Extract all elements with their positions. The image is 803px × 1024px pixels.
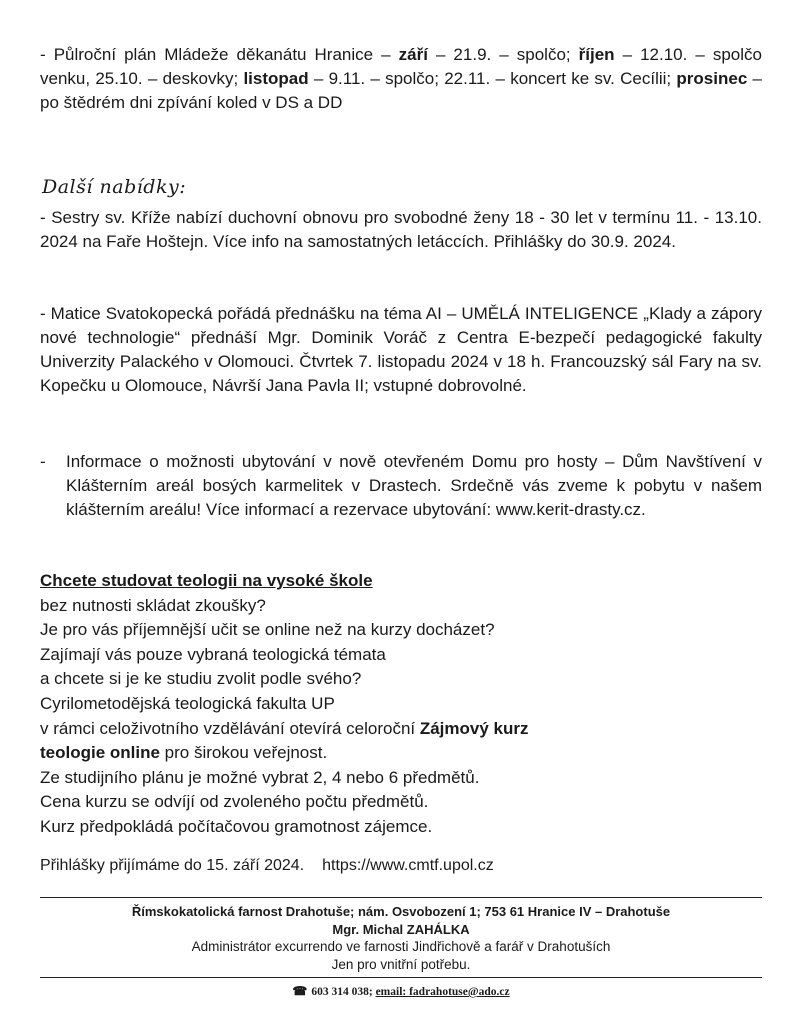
priest-name: Mgr. Michal ZAHÁLKA (332, 921, 470, 937)
telephone-icon: ☎ (292, 984, 308, 998)
month-september: září (398, 45, 428, 64)
study-line: Je pro vás příjemnější učit se online než na kurzy docházet? (40, 620, 495, 640)
study-line: Kurz předpokládá počítačovou gramotnost zájemce. (40, 816, 433, 836)
internal-use-note: Jen pro vnitřní potřebu. (331, 956, 471, 972)
parish-footer (40, 903, 762, 973)
study-line: Cyrilometodějská teologická fakulta UP (40, 693, 335, 713)
study-line: bez nutnosti skládat zkoušky? (40, 595, 266, 615)
ai-lecture-paragraph: - Matice Svatokopecká pořádá přednášku na téma AI – UMĚLÁ INTELIGENCE „Klady a zápory nové technologie“ přednáší Mgr. Dominik Voráč z Centra E-bezpečí pedagogické fakulty Univerzity Palackého v Olomouci. Čtvrtek 7. listopadu 2024 v 18 h. Francouzský sál Fary na sv. Kopečku u Olomouce, Návrší Jana Pavla II; vstupné dobrovolné. (40, 304, 762, 395)
month-october: říjen (578, 45, 615, 64)
month-december: prosinec (676, 69, 748, 88)
study-line: Ze studijního plánu je možné vybrat 2, 4 nebo 6 předmětů. (40, 767, 480, 787)
youth-plan-december-text: – po štědrém dni zpívání koled v DS a DD (40, 69, 762, 112)
application-text: Přihlášky přijímáme do 15. září 2024. (40, 857, 305, 874)
theology-course-section (40, 569, 760, 840)
month-november: listopad (243, 69, 309, 88)
study-line-text: pro širokou veřejnost. (159, 743, 328, 763)
other-offers-heading: Další nabídky: (42, 176, 187, 198)
youth-plan-prefix: - Půlroční plán Mládeže děkanátu Hranice – (40, 45, 399, 64)
footer-divider (40, 897, 762, 898)
theology-course-title: Chcete studovat teologii na vysoké škole (40, 571, 373, 590)
email-link[interactable]: email: fadrahotuse@ado.cz (375, 986, 510, 998)
study-line (40, 741, 760, 766)
application-deadline (40, 857, 494, 875)
bullet-dash: - (40, 452, 46, 471)
study-line: Cena kurzu se odvíjí od zvoleného počtu předmětů. (40, 792, 429, 812)
study-line-text: v rámci celoživotního vzdělávání otevírá celoroční (40, 718, 420, 738)
lodging-text: Informace o možnosti ubytování v nově otevřeném Domu pro hosty – Dům Navštívení v Klášterním areál bosých karmelitek v Drastech. Srdečně vás zveme k pobytu v našem klášterním areálu! Více informací a rezervace ubytování: www.kerit-drasty.cz. (66, 452, 762, 519)
youth-plan-paragraph (40, 43, 762, 115)
lodging-item (40, 450, 762, 522)
study-line: a chcete si je ke studiu zvolit podle svého? (40, 669, 362, 689)
youth-plan-november-text: – 9.11. – spolčo; 22.11. – koncert ke sv. Cecílii; (308, 69, 677, 88)
study-line (40, 717, 760, 742)
sisters-retreat-paragraph: - Sestry sv. Kříže nabízí duchovní obnovu pro svobodné ženy 18 - 30 let v termínu 11. - 13.10. 2024 na Faře Hoštejn. Více info na samostatných letáccích. Přihlášky do 30.9. 2024. (40, 208, 762, 251)
cmtf-link[interactable]: https://www.cmtf.upol.cz (322, 857, 494, 874)
course-name-bold: teologie online (40, 743, 160, 763)
parish-address: Římskokatolická farnost Drahotuše; nám. Osvobození 1; 753 61 Hranice IV – Drahotuše (131, 904, 671, 919)
priest-role: Administrátor excurrendo ve farnosti Jindřichově a farář v Drahotuších (191, 939, 611, 954)
study-line: Zajímají vás pouze vybraná teologická témata (40, 644, 386, 664)
footer-divider (40, 977, 762, 978)
youth-plan-september-text: – 21.9. – spolčo; (427, 45, 579, 64)
course-name-bold: Zájmový kurz (419, 718, 529, 738)
contact-line (40, 984, 762, 999)
phone-number: 603 314 038; (311, 986, 373, 998)
youth-plan-october-text: – 12.10. – spolčo venku, 25.10. – deskovky; (40, 45, 762, 88)
